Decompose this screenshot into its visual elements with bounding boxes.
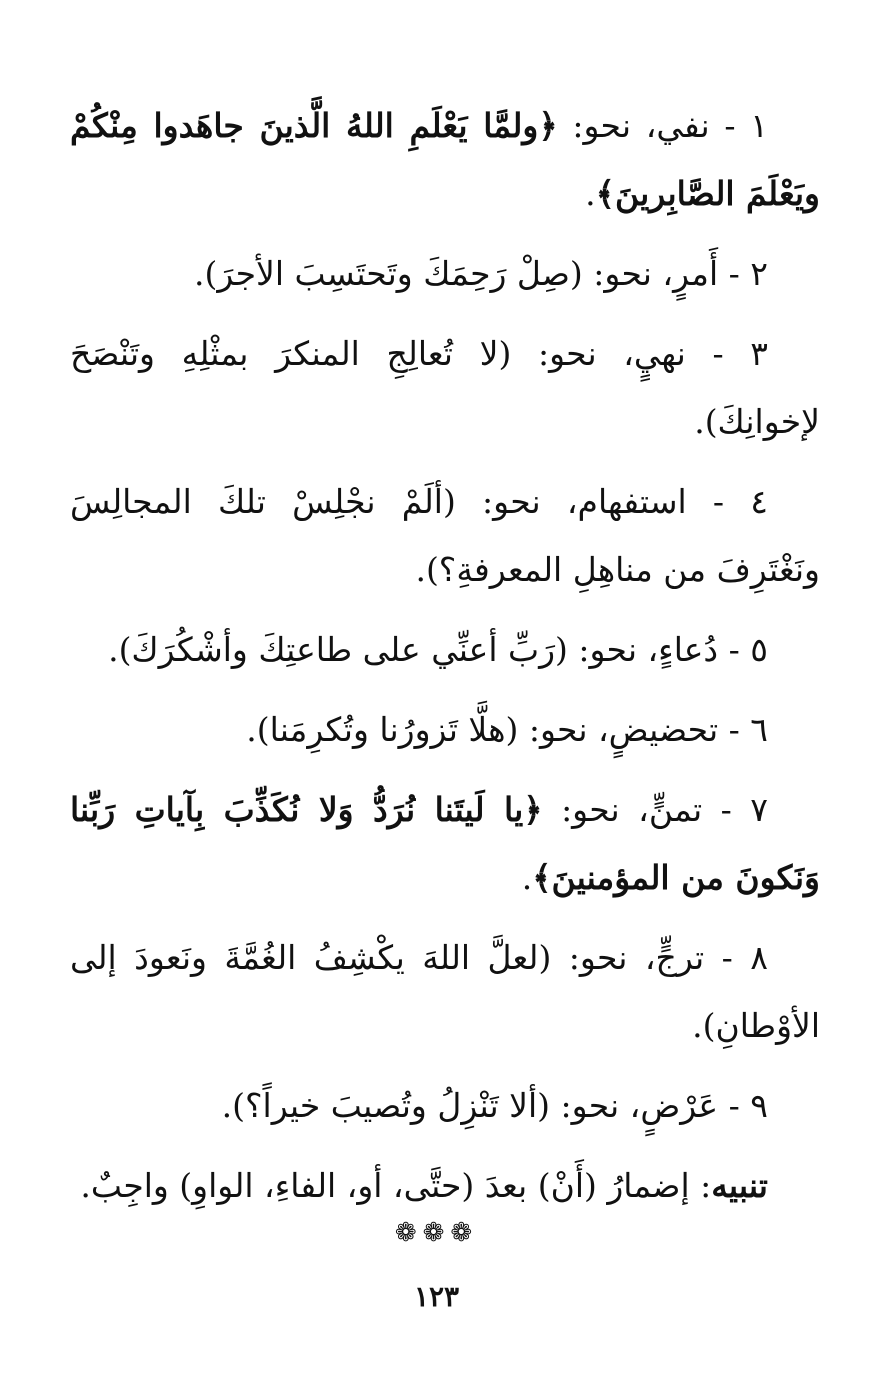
item-label: - تمنٍّ، نحو: [542,790,751,829]
item-number: ٧ [750,790,769,829]
item-tail: . [692,1006,703,1045]
item-example: (رَبِّ أعنِّي على طاعتِكَ وأشْكُرَكَ) [118,630,568,669]
item-label: - ترجٍّ، نحو: [551,938,751,977]
item-number: ٥ [750,630,768,669]
item-example: ﴿يا لَيتَنا نُرَدُّ وَلا نُكَذِّبَ بِآياتِ رَبِّنا وَنَكونَ من المؤمنينَ﴾ [70,790,820,897]
list-item [70,468,820,604]
list-item [70,1072,820,1140]
item-tail: . [521,858,533,897]
item-example: (ألَمْ نجْلِسْ تلكَ المجالِسَ ونَغْتَرِفَ من مناهِلِ المعرفةِ؟) [70,482,820,589]
item-tail: . [108,630,119,669]
page-number: ١٢٣ [413,1280,460,1313]
item-number: ٢ [750,254,768,293]
item-number: ٦ [750,710,768,749]
item-number: ١ [750,106,768,145]
item-example: ﴿ولمَّا يَعْلَمِ اللهُ الَّذينَ جاهَدوا مِنْكُمْ ويَعْلَمَ الصَّابِرينَ﴾ [70,106,820,213]
item-label: - عَرْضٍ، نحو: [550,1086,751,1125]
item-label: - أَمرٍ، نحو: [582,254,751,293]
list-item [70,696,820,764]
item-example: (هلَّا تَزورُنا وتُكرِمَنا) [256,710,519,749]
section-ornament: ❁❁❁ [394,1218,479,1248]
list-item [70,924,820,1060]
item-label: - نهيٍ، نحو: [511,334,751,373]
item-tail: . [194,254,205,293]
item-example: (لعلَّ اللهَ يكْشِفُ الغُمَّةَ ونَعودَ إلى الأوْطانِ) [70,938,820,1045]
note-title: تنبيه [711,1166,768,1205]
note-paragraph [70,1152,820,1220]
item-tail: . [585,174,596,213]
list-item [70,320,820,456]
item-tail: . [694,402,705,441]
item-label: - استفهام، نحو: [455,482,751,521]
list-item [70,776,820,912]
list-item [70,240,820,308]
item-label: - دُعاءٍ، نحو: [567,630,751,669]
list-item [70,92,820,228]
item-label: - نفي، نحو: [557,106,751,145]
item-tail: . [221,1086,233,1125]
item-example: (لا تُعالِجِ المنكرَ بمثْلِهِ وتَنْصَحَ لإخوانِكَ) [70,334,820,441]
item-number: ٤ [750,482,768,521]
item-tail: . [246,710,257,749]
note-text: : إضمارُ (أَنْ) بعدَ (حتَّى، أو، الفاءِ، الواوِ) واجِبٌ. [80,1166,712,1205]
list-item [70,616,820,684]
item-number: ٣ [750,334,768,373]
item-example: (ألا تَنْزِلُ وتُصيبَ خيراً؟) [232,1086,551,1125]
page-body [70,92,820,1232]
item-tail: . [415,550,426,589]
item-number: ٩ [750,1086,768,1125]
item-label: - تحضيضٍ، نحو: [518,710,751,749]
item-number: ٨ [750,938,768,977]
item-example: (صِلْ رَحِمَكَ وتَحتَسِبَ الأجرَ) [204,254,583,293]
